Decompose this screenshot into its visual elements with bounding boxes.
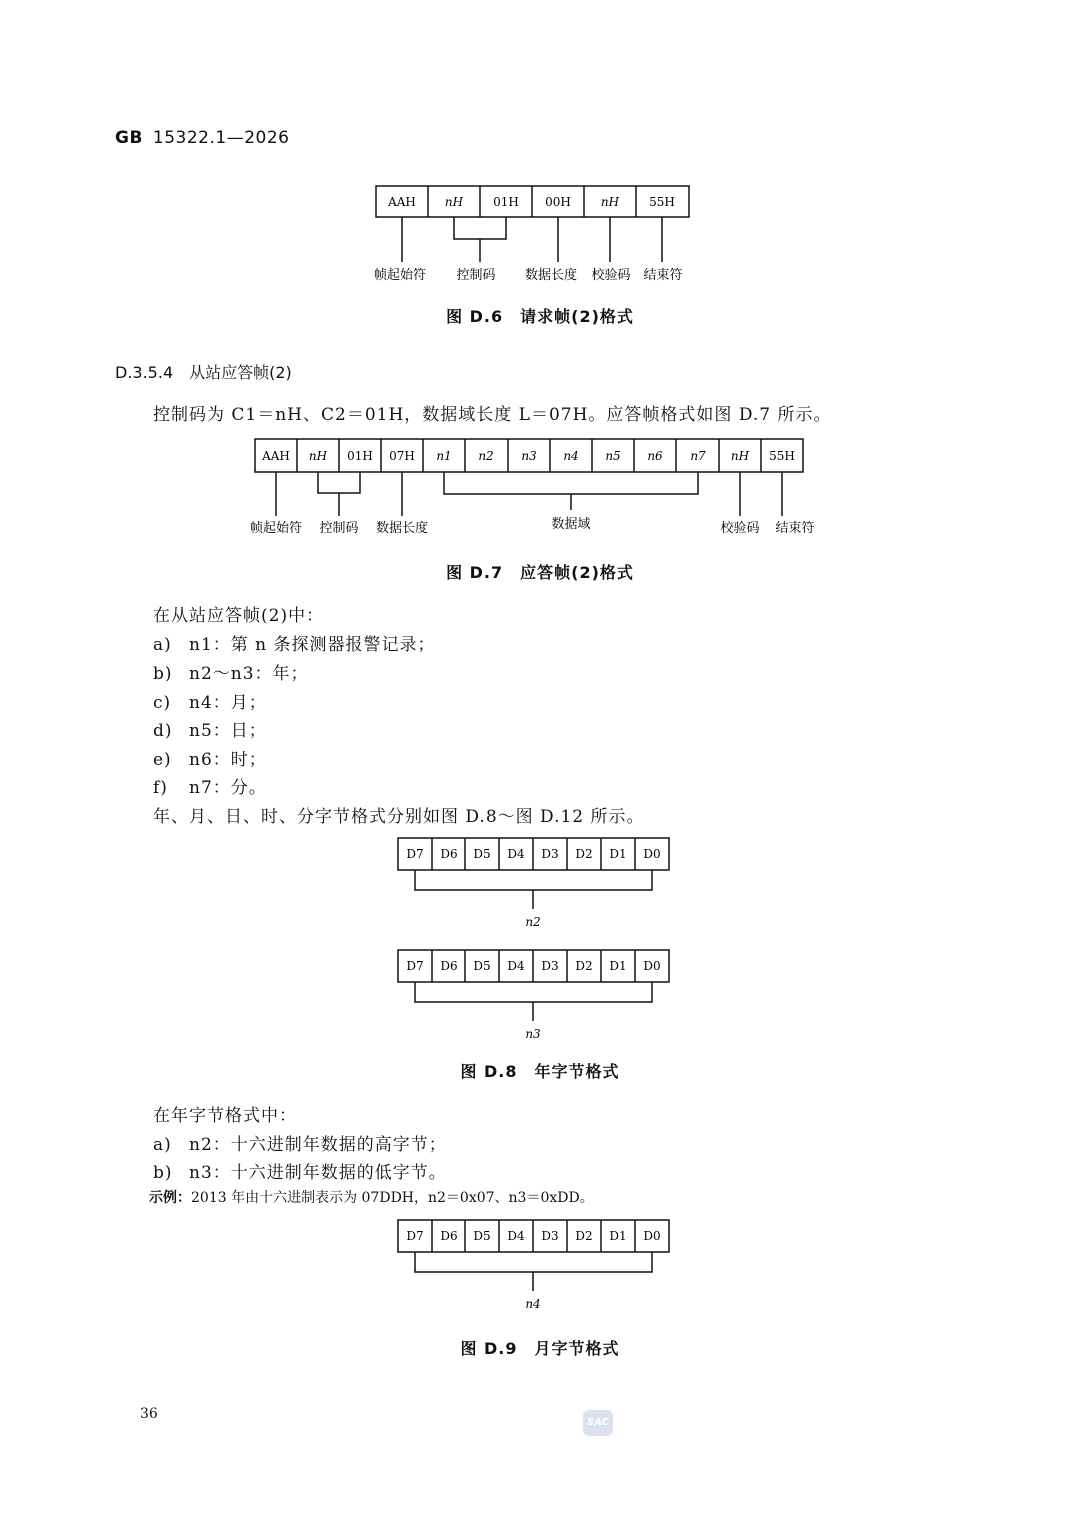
d7-cell-12: 55H [769,449,795,463]
d9-bit-d6: D6 [440,1229,458,1243]
d7-label-end: 结束符 [775,521,815,536]
d8a-bit-d3: D3 [541,847,559,861]
d6-cell-0: AAH [388,195,416,209]
list-item-mark: d) [153,721,173,741]
list-item-mark: f) [153,778,168,798]
d9-bit-d7: D7 [406,1229,424,1243]
d6-label-control-code: 控制码 [456,268,496,283]
d6-label-end: 结束符 [643,268,683,283]
standard-prefix: GB [115,128,143,148]
d7-cell-8: n5 [605,449,621,463]
list-item-mark: b) [153,1163,173,1183]
list-item [153,1130,447,1155]
d7-cell-11: nH [730,449,750,463]
year-list-intro: 在年字节格式中： [153,1106,297,1126]
list-item [153,659,309,684]
sac-logo-icon: SAC [583,1410,613,1436]
d7-cell-2: 01H [347,449,373,463]
d7-cell-10: n7 [690,449,706,463]
example-label: 示例： [149,1190,191,1206]
d7-cell-0: AAH [262,449,290,463]
d6-cell-2: 01H [493,195,519,209]
figure-d8-diagram [0,830,1080,1050]
d8b-bit-d5: D5 [473,959,491,973]
list-item-mark: b) [153,664,173,684]
figure-d8-caption: 图 D.8 年字节格式 [460,1062,620,1081]
page-number: 36 [140,1406,158,1422]
list-item-text: n6：时； [189,750,267,770]
standard-number: 15322.1—2026 [152,128,290,148]
d9-bit-d0: D0 [643,1229,661,1243]
list-item [153,1158,447,1183]
figure-d6-caption: 图 D.6 请求帧(2)格式 [446,307,634,326]
list-item [153,716,267,741]
d6-label-frame-start: 帧起始符 [373,268,427,283]
d9-byte-label-n4: n4 [525,1297,541,1311]
list-item-text: n2～n3：年； [189,664,309,684]
d7-cell-1: nH [308,449,328,463]
d6-cell-5: 55H [649,195,675,209]
d7-cell-4: n1 [436,449,452,463]
d7-label-data-length: 数据长度 [375,521,429,536]
figure-d6-diagram [0,0,1080,300]
section-number: D.3.5.4 [115,363,174,382]
d9-bit-d2: D2 [575,1229,593,1243]
d8b-bit-d1: D1 [609,959,627,973]
d7-cell-5: n2 [478,449,494,463]
d8-byte-label-n2: n2 [525,915,541,929]
list-item-text: n4：月； [189,693,267,713]
d6-label-data-length: 数据长度 [524,268,578,283]
d7-label-control-code: 控制码 [319,521,359,536]
section-title: 从站应答帧(2) [189,363,292,382]
d7-label-checksum: 校验码 [720,521,760,536]
d6-cell-1: nH [444,195,464,209]
list-item-text: n2：十六进制年数据的高字节； [189,1135,447,1155]
example-note [149,1187,594,1207]
list-item [153,773,267,798]
d8a-bit-d1: D1 [609,847,627,861]
figure-d9-caption: 图 D.9 月字节格式 [460,1339,620,1358]
figure-d7-caption: 图 D.7 应答帧(2)格式 [446,563,634,582]
d8a-bit-d6: D6 [440,847,458,861]
response-list-intro: 在从站应答帧(2)中： [153,606,325,626]
list-item-text: n1：第 n 条探测器报警记录； [189,635,436,655]
d7-cell-9: n6 [647,449,663,463]
d6-cell-4: nH [600,195,620,209]
d6-label-checksum: 校验码 [591,268,631,283]
list-item-mark: a) [153,1135,172,1155]
d7-cell-6: n3 [521,449,537,463]
d8b-bit-d7: D7 [406,959,424,973]
d6-cell-3: 00H [545,195,571,209]
figure-d9-diagram [0,1212,1080,1322]
d7-label-data-field: 数据域 [551,517,591,532]
list-item-mark: a) [153,635,172,655]
d9-bit-d4: D4 [507,1229,525,1243]
d8b-bit-d6: D6 [440,959,458,973]
d8a-bit-d0: D0 [643,847,661,861]
d9-bit-d5: D5 [473,1229,491,1243]
section-heading [115,360,292,383]
list-item [153,630,436,655]
list-item-mark: c) [153,693,172,713]
d8b-bit-d2: D2 [575,959,593,973]
d7-cell-3: 07H [389,449,415,463]
d9-bit-d3: D3 [541,1229,559,1243]
d8a-bit-d5: D5 [473,847,491,861]
list-item [153,688,267,713]
list-item-text: n7：分。 [189,778,267,798]
list-item-text: n3：十六进制年数据的低字节。 [189,1163,447,1183]
d9-bit-d1: D1 [609,1229,627,1243]
d8-byte-label-n3: n3 [525,1027,541,1041]
list-item [153,745,267,770]
d8a-bit-d7: D7 [406,847,424,861]
example-text: 2013 年由十六进制表示为 07DDH，n2＝0x07、n3＝0xDD。 [191,1190,594,1206]
d8a-bit-d2: D2 [575,847,593,861]
d7-label-frame-start: 帧起始符 [249,521,303,536]
d8b-bit-d3: D3 [541,959,559,973]
intro-paragraph: 控制码为 C1＝nH、C2＝01H，数据域长度 L＝07H。应答帧格式如图 D.7 所示。 [153,405,832,425]
figure-d7-diagram [0,430,1080,550]
d7-cell-7: n4 [563,449,579,463]
response-list-outro: 年、月、日、时、分字节格式分别如图 D.8～图 D.12 所示。 [153,807,645,827]
d8b-bit-d4: D4 [507,959,525,973]
d8b-bit-d0: D0 [643,959,661,973]
d8a-bit-d4: D4 [507,847,525,861]
list-item-text: n5：日； [189,721,267,741]
list-item-mark: e) [153,750,172,770]
